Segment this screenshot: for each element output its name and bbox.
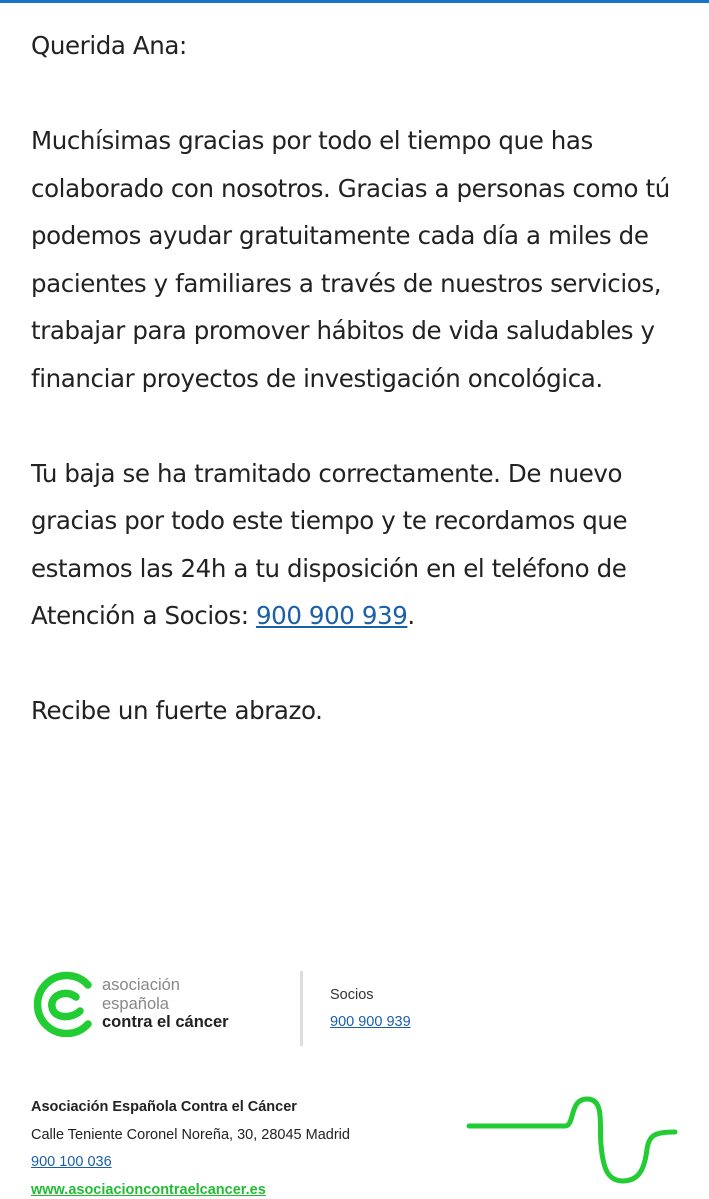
logo-inner-swirl	[52, 993, 80, 1016]
member-phone-link[interactable]: 900 900 939	[255, 601, 408, 630]
paragraph-cancellation-end: .	[407, 601, 415, 630]
letter-body	[31, 22, 691, 782]
logo-line-2: española	[102, 994, 169, 1013]
footer-website-link[interactable]: www.asociacioncontraelcancer.es	[31, 1181, 266, 1198]
top-accent-bar	[0, 0, 709, 3]
paragraph-cancellation	[31, 450, 691, 640]
paragraph-thanks: Muchísimas gracias por todo el tiempo que has colaborado con nosotros. Gracias a personas como tú podemos ayudar gratuitamente cada día a miles de pacientes y familiares a través de nuestros servicios, trabajar para promover hábitos de vida saludables y financiar proyectos de investigación oncológica.	[31, 126, 670, 393]
logo-outer-arc	[38, 976, 88, 1034]
footer-address: Calle Teniente Coronel Noreña, 30, 28045 Madrid	[31, 1126, 350, 1143]
logo-line-1: asociación	[102, 976, 180, 994]
closing: Recibe un fuerte abrazo.	[31, 696, 323, 725]
logo-wordmark	[102, 976, 229, 1032]
logo-line-3: contra el cáncer	[102, 1013, 229, 1031]
footer-phone-link[interactable]: 900 100 036	[31, 1154, 112, 1170]
contact-phone-link[interactable]: 900 900 939	[330, 1014, 411, 1030]
greeting: Querida Ana:	[31, 31, 187, 60]
paragraph-cancellation-text: Tu baja se ha tramitado correctamente. De nuevo gracias por todo este tiempo y te recordamos que estamos las 24h a tu disposición en el teléfono de Atención a Socios:	[31, 458, 628, 630]
footer-org-name: Asociación Española Contra el Cáncer	[31, 1099, 297, 1115]
decorative-wave-icon	[465, 1093, 680, 1185]
footer	[31, 1094, 350, 1199]
signature-divider	[300, 971, 303, 1046]
contact-label: Socios	[330, 987, 374, 1003]
